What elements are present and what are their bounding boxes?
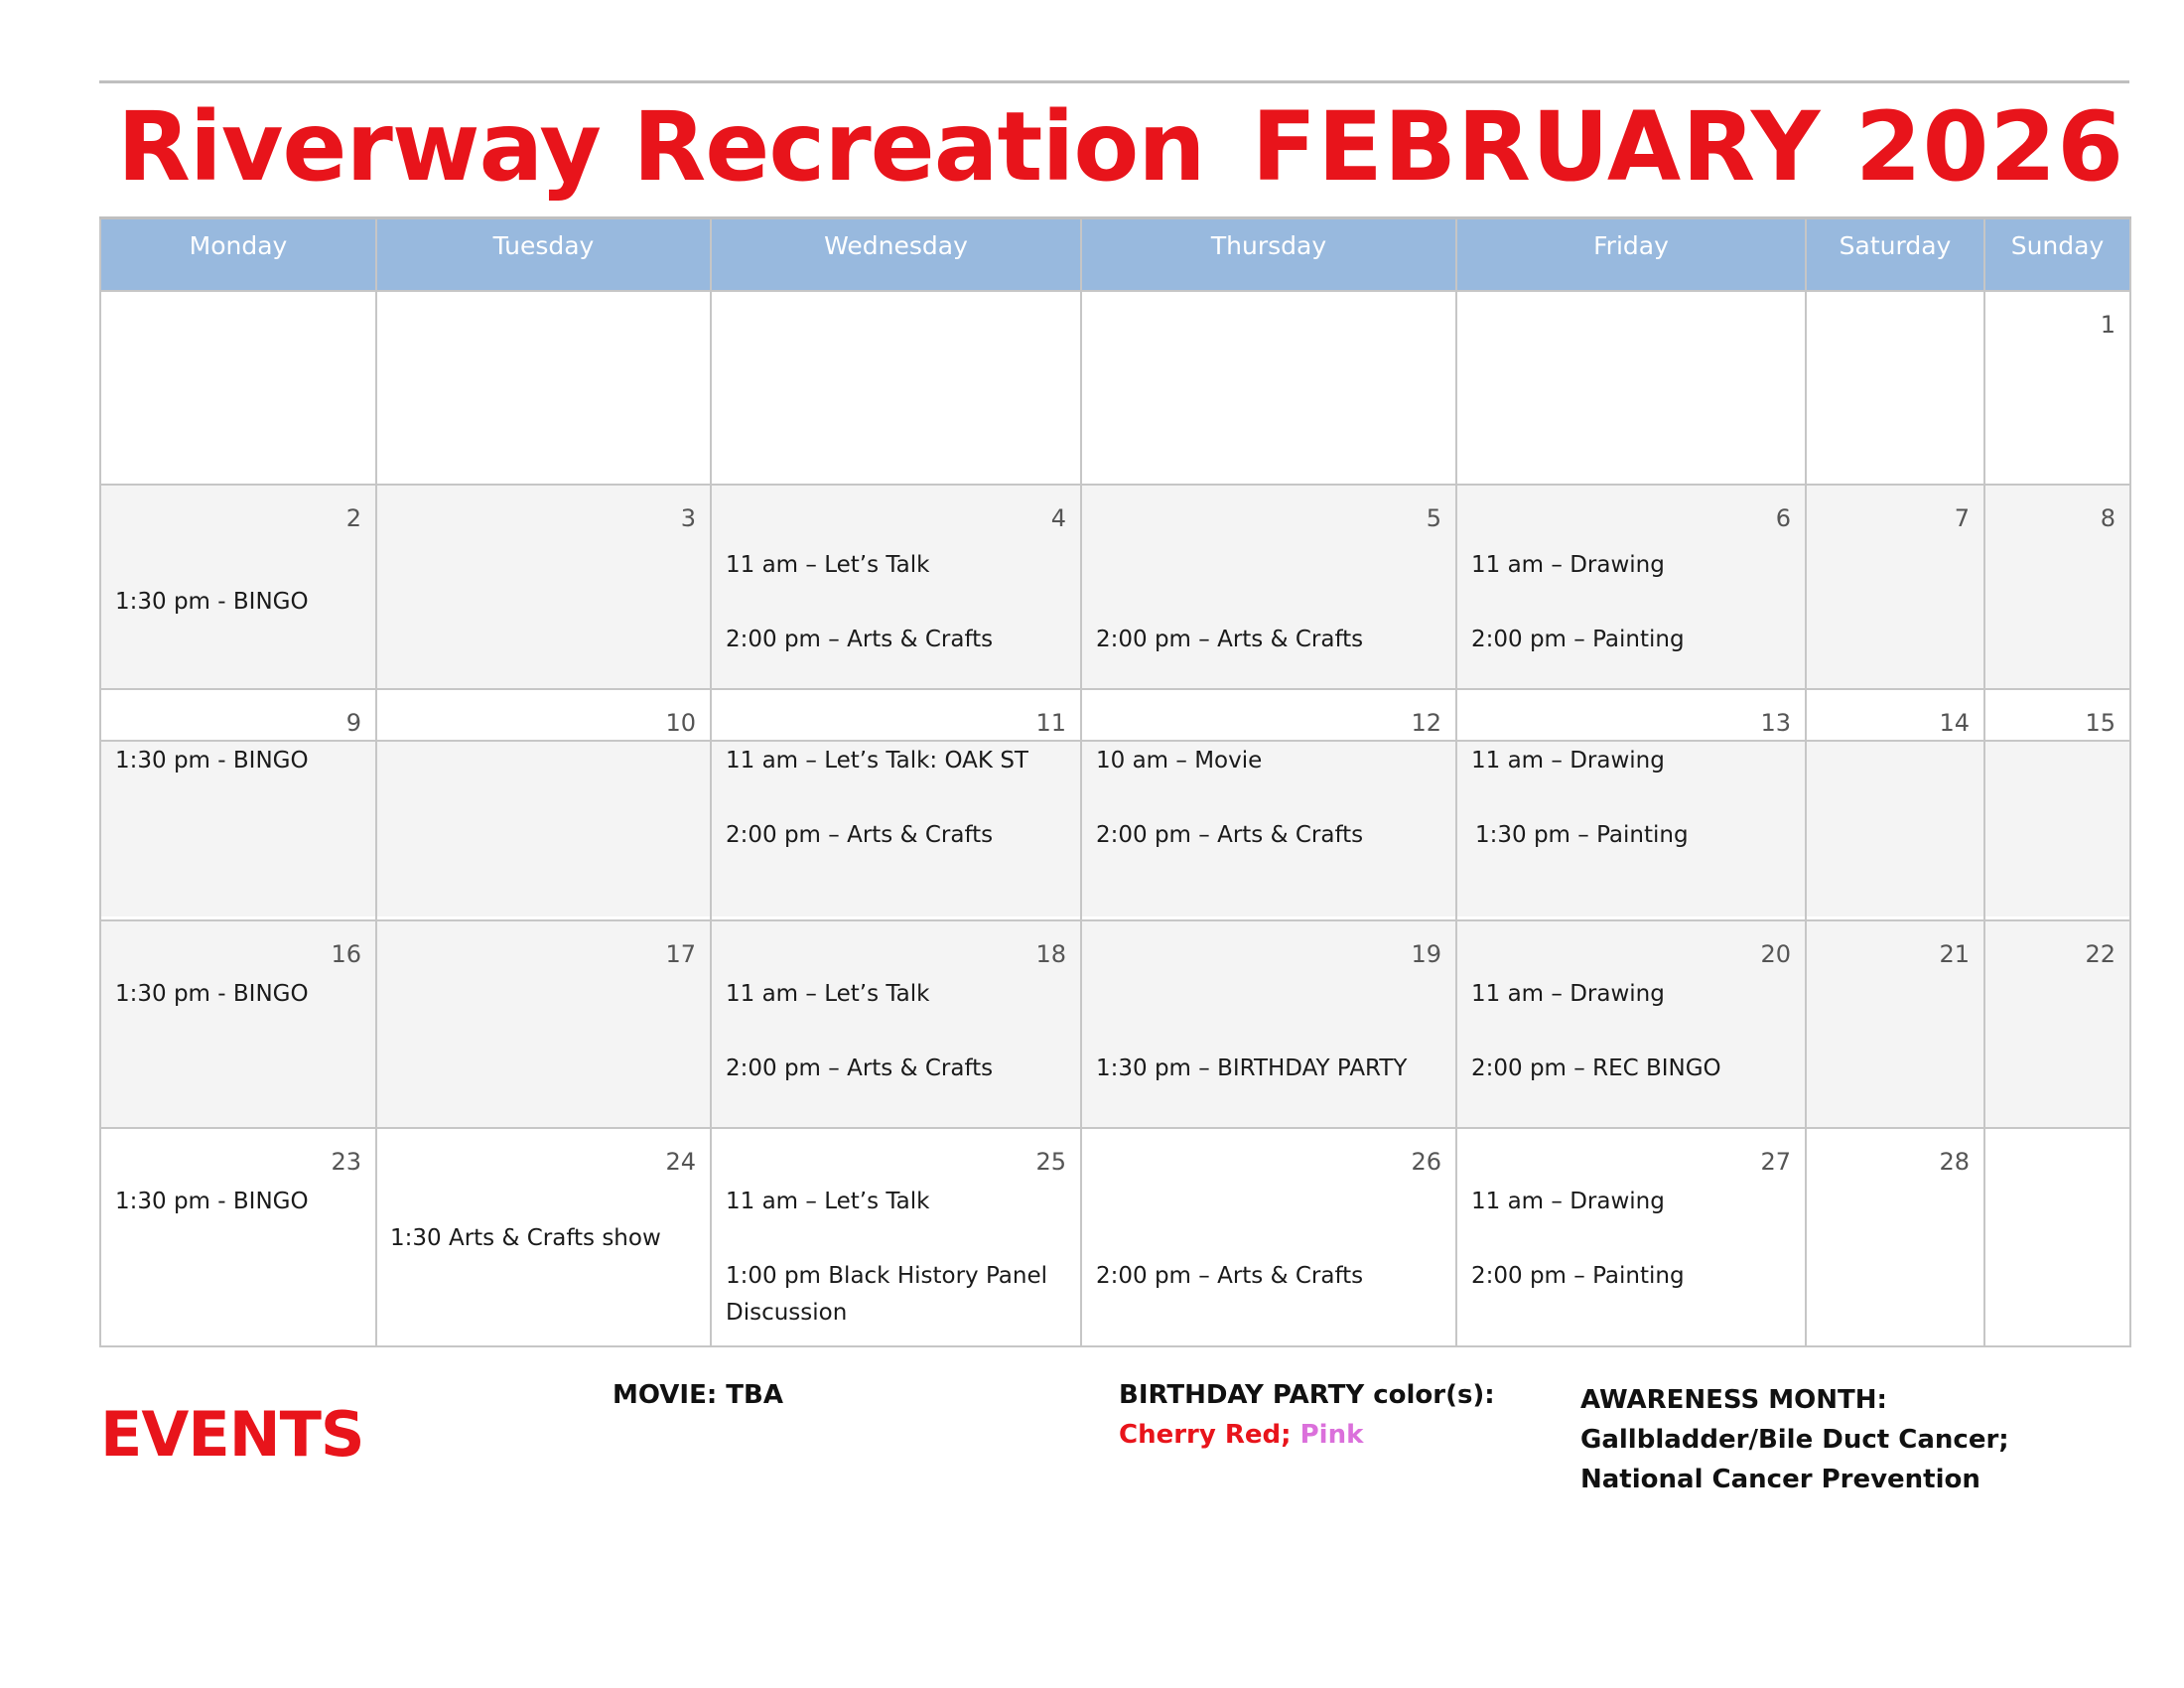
event-item: 11 am – Drawing: [1471, 980, 1665, 1007]
day-cell: [1984, 291, 2130, 485]
day-number: 28: [1939, 1147, 1970, 1176]
birthday-party-label: BIRTHDAY PARTY color(s):: [1119, 1380, 1495, 1410]
event-item: 1:30 Arts & Crafts show: [390, 1224, 661, 1251]
weekday-monday: Monday: [100, 218, 376, 291]
event-item: 1:30 pm - BINGO: [115, 1188, 309, 1214]
day-number: 15: [2085, 708, 2116, 737]
event-item: 2:00 pm – Arts & Crafts: [1096, 626, 1364, 652]
month-title: FEBRUARY 2026: [1251, 91, 2124, 203]
event-item: 11 am – Let’s Talk: [726, 551, 930, 578]
day-number: 12: [1411, 708, 1441, 737]
day-cell: [100, 689, 376, 920]
day-cell: [1456, 1128, 1806, 1346]
weekday-header-row: [100, 218, 2130, 291]
day-number: 13: [1760, 708, 1791, 737]
weekday-sunday: Sunday: [1984, 218, 2130, 291]
day-cell: [1984, 689, 2130, 920]
event-item: 2:00 pm – Arts & Crafts: [726, 821, 994, 848]
day-cell: [1456, 689, 1806, 920]
day-cell: [100, 291, 376, 485]
event-item: 11 am – Let’s Talk: [726, 980, 930, 1007]
day-number: 6: [1775, 503, 1791, 532]
day-number: 1: [2100, 310, 2116, 339]
event-item: 2:00 pm – Painting: [1471, 626, 1685, 652]
day-number: 9: [345, 708, 361, 737]
day-cell: [376, 920, 711, 1128]
day-cell: [1806, 920, 1984, 1128]
day-number: 14: [1939, 708, 1970, 737]
event-item: 2:00 pm – Arts & Crafts: [1096, 821, 1364, 848]
day-cell: [1984, 1128, 2130, 1346]
day-cell: [1984, 920, 2130, 1128]
event-item: 11 am – Drawing: [1471, 551, 1665, 578]
day-cell: [1081, 1128, 1456, 1346]
day-cell: [1456, 920, 1806, 1128]
week3-subdivider: [99, 740, 2129, 742]
day-cell: [376, 291, 711, 485]
birthday-color-pink: Pink: [1299, 1420, 1364, 1450]
event-item: 2:00 pm – REC BINGO: [1471, 1055, 1721, 1081]
day-number: 20: [1760, 939, 1791, 968]
calendar-grid: [99, 216, 2131, 1347]
event-item: 1:30 pm – Painting: [1475, 821, 1689, 848]
weekday-tuesday: Tuesday: [376, 218, 711, 291]
day-cell: [711, 485, 1081, 689]
day-number: 26: [1411, 1147, 1441, 1176]
day-cell: [1456, 485, 1806, 689]
event-item: 1:30 pm – BIRTHDAY PARTY: [1096, 1055, 1408, 1081]
event-item: 1:30 pm - BINGO: [115, 747, 309, 774]
day-number: 24: [665, 1147, 696, 1176]
event-item: 11 am – Let’s Talk: [726, 1188, 930, 1214]
day-cell: [1456, 291, 1806, 485]
week-row-2: [100, 485, 2130, 689]
week-row-3: [100, 689, 2130, 920]
day-number: 2: [345, 503, 361, 532]
top-rule: [99, 80, 2129, 83]
day-cell: [376, 689, 711, 920]
day-number: 5: [1426, 503, 1441, 532]
event-item: 2:00 pm – Arts & Crafts: [726, 626, 994, 652]
day-cell: [1806, 291, 1984, 485]
event-item: 1:00 pm Black History Panel Discussion: [726, 1262, 1047, 1326]
day-number: 7: [1954, 503, 1970, 532]
day-cell: [711, 291, 1081, 485]
birthday-party-note: [1119, 1375, 1495, 1455]
day-number: 27: [1760, 1147, 1791, 1176]
day-number: 11: [1035, 708, 1066, 737]
event-item: 10 am – Movie: [1096, 747, 1263, 774]
event-item: 11 am – Drawing: [1471, 747, 1665, 774]
week-row-1: [100, 291, 2130, 485]
day-cell: [1984, 485, 2130, 689]
day-number: 8: [2100, 503, 2116, 532]
day-cell: [100, 1128, 376, 1346]
day-number: 18: [1035, 939, 1066, 968]
events-label: EVENTS: [100, 1398, 364, 1471]
event-item: 1:30 pm - BINGO: [115, 980, 309, 1007]
day-cell: [1806, 689, 1984, 920]
org-title: Riverway Recreation: [117, 91, 1205, 203]
event-item: 11 am – Let’s Talk: OAK ST: [726, 747, 1028, 774]
day-cell: [376, 1128, 711, 1346]
day-cell: [1081, 291, 1456, 485]
weekday-wednesday: Wednesday: [711, 218, 1081, 291]
day-number: 23: [331, 1147, 361, 1176]
day-cell: [1081, 920, 1456, 1128]
event-item: 2:00 pm – Arts & Crafts: [1096, 1262, 1364, 1289]
day-cell: [1806, 1128, 1984, 1346]
day-cell: [376, 485, 711, 689]
day-cell: [711, 920, 1081, 1128]
day-number: 25: [1035, 1147, 1066, 1176]
event-item: 11 am – Drawing: [1471, 1188, 1665, 1214]
day-number: 21: [1939, 939, 1970, 968]
day-cell: [711, 689, 1081, 920]
day-cell: [100, 920, 376, 1128]
day-number: 16: [331, 939, 361, 968]
day-number: 22: [2085, 939, 2116, 968]
weekday-friday: Friday: [1456, 218, 1806, 291]
weekday-thursday: Thursday: [1081, 218, 1456, 291]
event-item: 1:30 pm - BINGO: [115, 588, 309, 615]
day-number: 4: [1050, 503, 1066, 532]
birthday-color-red: Cherry Red;: [1119, 1420, 1292, 1450]
movie-note: MOVIE: TBA: [613, 1380, 783, 1410]
day-number: 3: [680, 503, 696, 532]
weekday-saturday: Saturday: [1806, 218, 1984, 291]
week-row-4: [100, 920, 2130, 1128]
event-item: 2:00 pm – Arts & Crafts: [726, 1055, 994, 1081]
birthday-party-colors: [1119, 1415, 1495, 1455]
day-cell: [711, 1128, 1081, 1346]
day-cell: [1806, 485, 1984, 689]
awareness-month-note: AWARENESS MONTH: Gallbladder/Bile Duct Cancer; National Cancer Prevention: [1580, 1385, 2009, 1494]
day-number: 19: [1411, 939, 1441, 968]
day-cell: [1081, 689, 1456, 920]
day-cell: [100, 485, 376, 689]
day-cell: [1081, 485, 1456, 689]
day-number: 17: [665, 939, 696, 968]
week-row-5: [100, 1128, 2130, 1346]
event-item: 2:00 pm – Painting: [1471, 1262, 1685, 1289]
day-number: 10: [665, 708, 696, 737]
